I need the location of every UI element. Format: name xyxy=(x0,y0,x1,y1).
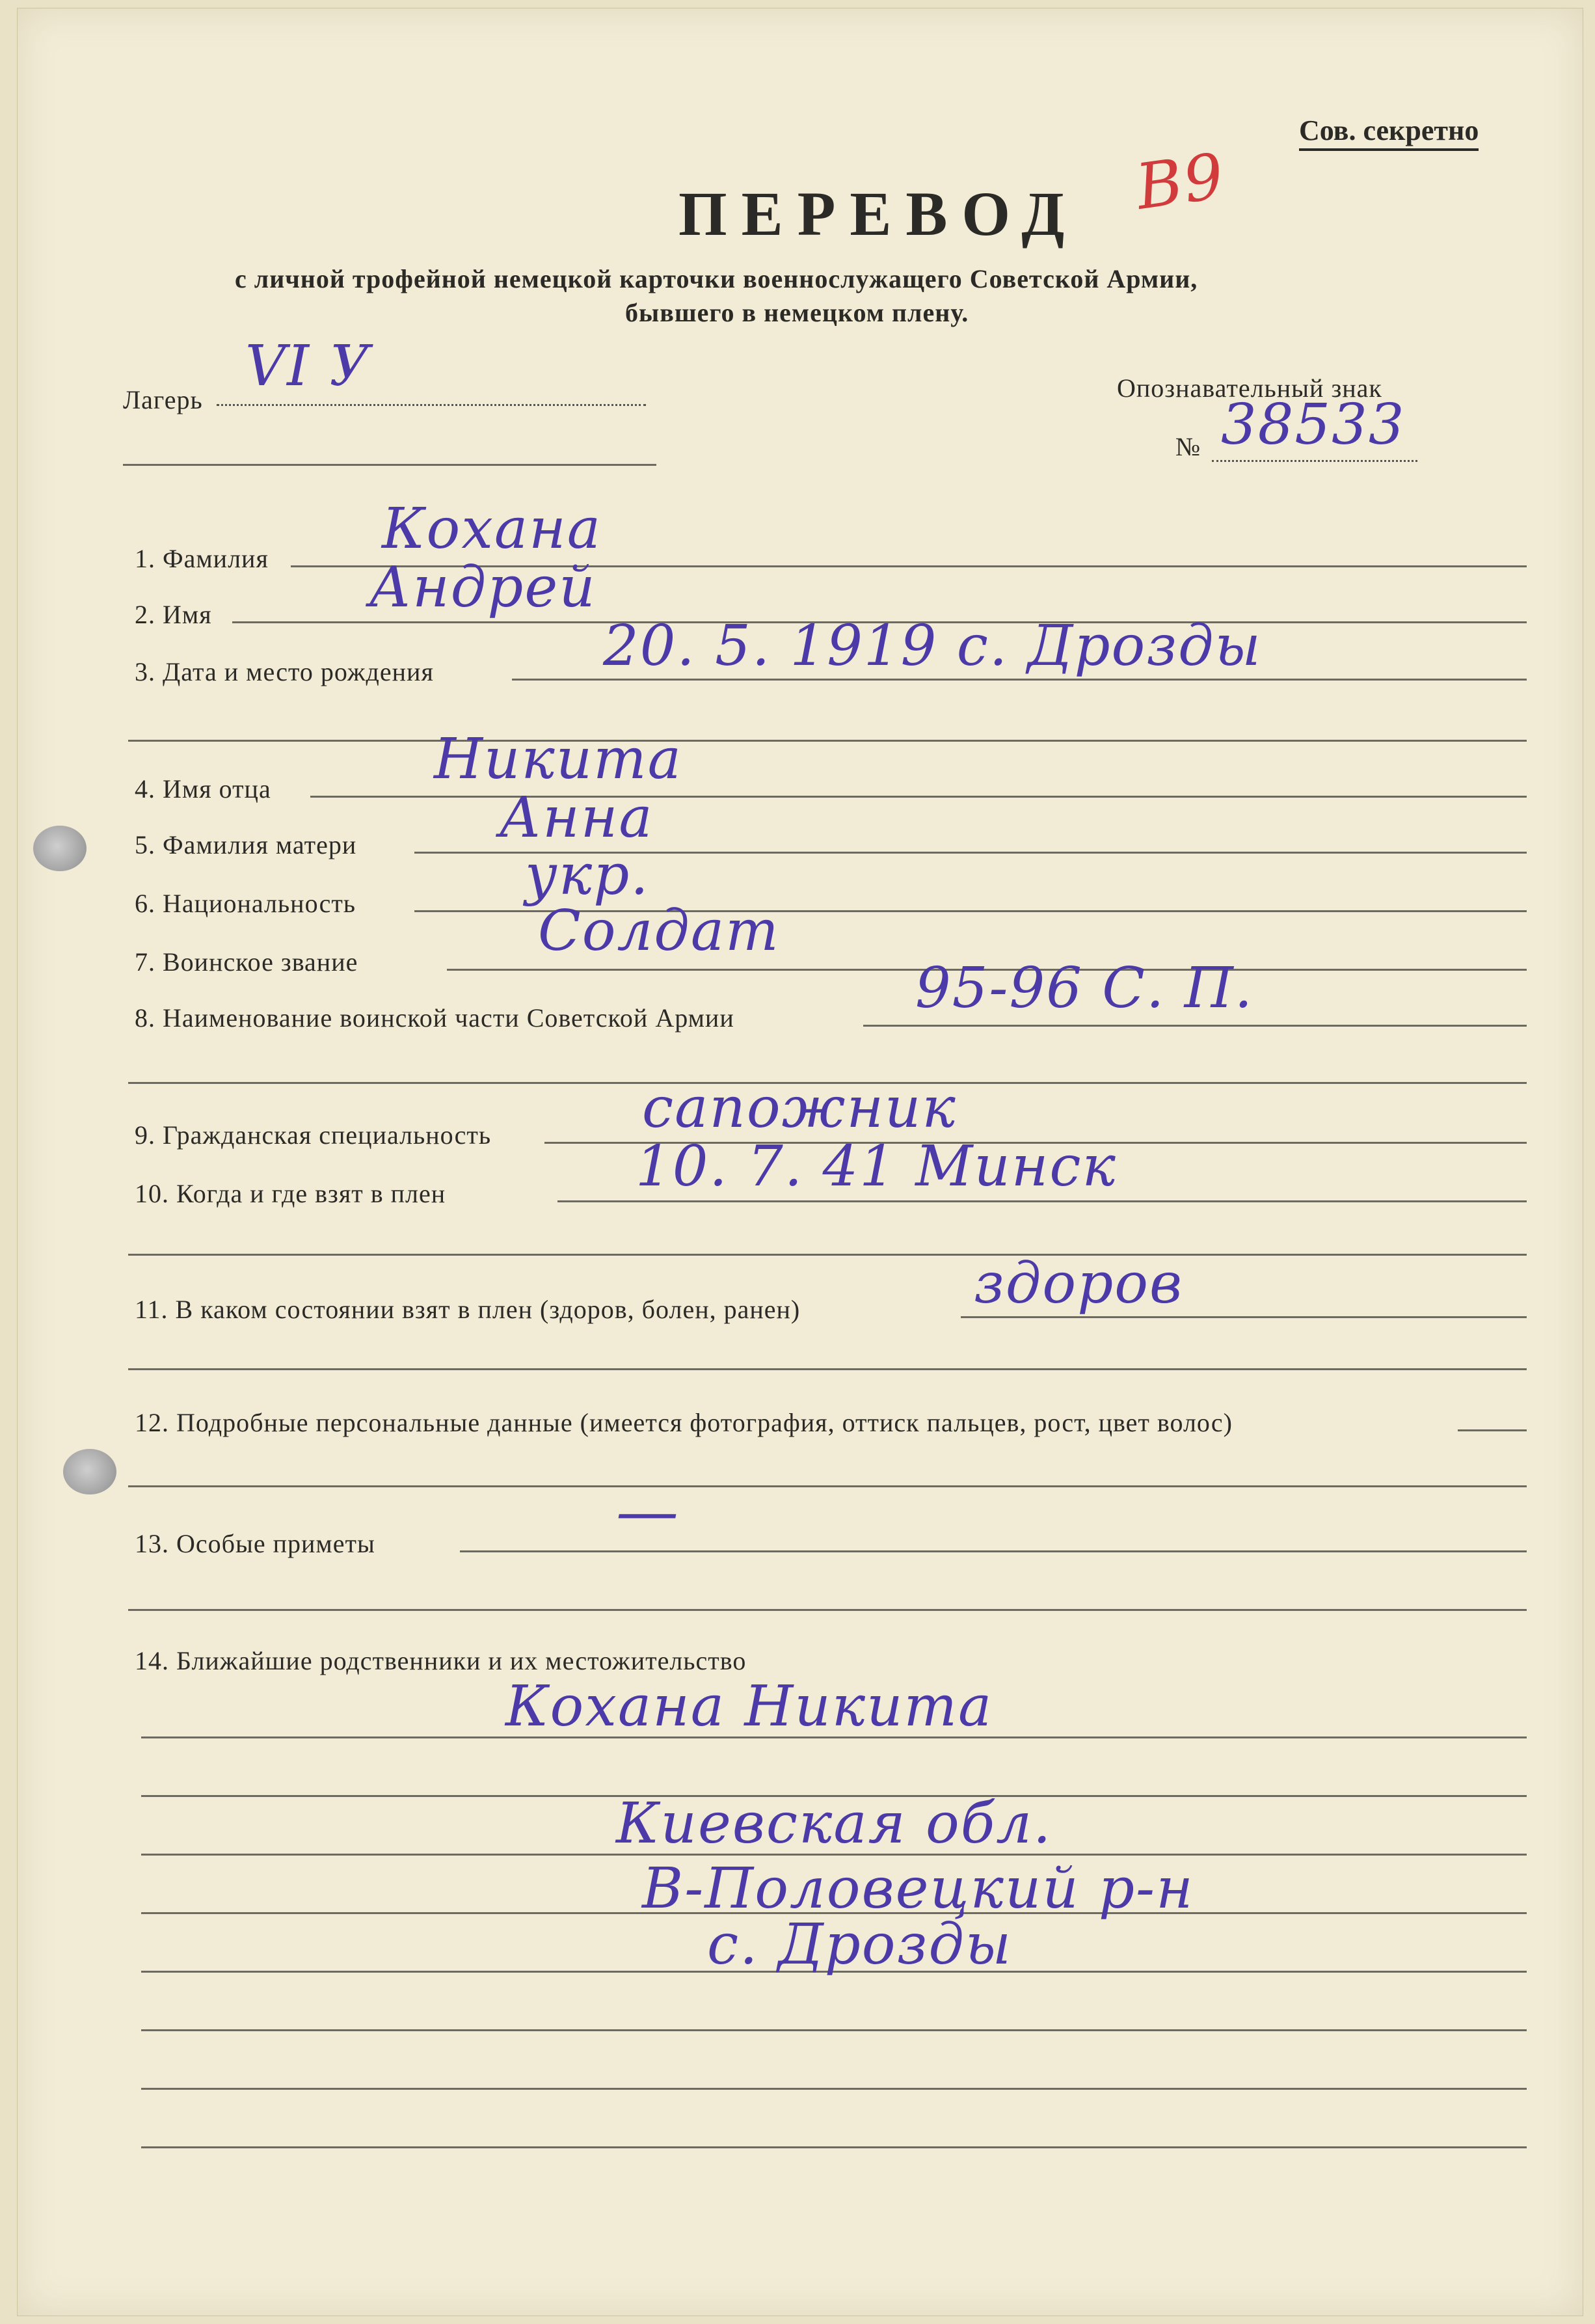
field-3-label: 3. Дата и место рождения xyxy=(135,657,434,686)
field-6-label: 6. Национальность xyxy=(135,889,356,918)
field-8-value: 95-96 С. П. xyxy=(915,956,1254,1021)
field-13-value: — xyxy=(616,1475,680,1548)
page-title: ПЕРЕВОД xyxy=(678,179,1079,249)
field-8-line xyxy=(863,1025,1527,1027)
field-14-value-line-4: с. Дрозды xyxy=(707,1912,1013,1977)
field-10-label: 10. Когда и где взят в плен xyxy=(135,1179,446,1208)
field-13-label: 13. Особые приметы xyxy=(135,1529,375,1558)
field-14-value-line-2: Киевская обл. xyxy=(616,1791,1052,1856)
field-11-value: здоров xyxy=(974,1251,1184,1316)
field-7-label: 7. Воинское звание xyxy=(135,947,358,977)
field-1-value: Кохана xyxy=(382,496,602,561)
field-14-label: 14. Ближайшие родственники и их местожительство xyxy=(135,1646,747,1675)
field-11-label: 11. В каком состоянии взят в плен (здоров, болен, ранен) xyxy=(135,1295,801,1324)
id-tag-label: Опознавательный знак xyxy=(1117,373,1382,403)
field-11-line xyxy=(961,1316,1527,1318)
field-14-value-line-3: В-Половецкий р-н xyxy=(642,1856,1194,1921)
field-3-extra-line xyxy=(128,740,1527,742)
field-5-label: 5. Фамилия матери xyxy=(135,830,357,859)
classification-mark: Сов. секретно xyxy=(1299,114,1479,151)
field-4-line xyxy=(310,796,1527,798)
field-8-label: 8. Наименование воинской части Советской Армии xyxy=(135,1003,734,1033)
field-14-value-line-1: Кохана Никита xyxy=(505,1674,993,1739)
field-7-value: Солдат xyxy=(538,899,780,964)
subtitle-line-2: бывшего в немецком плену. xyxy=(625,298,969,327)
field-12-line xyxy=(1458,1429,1527,1431)
field-10-line xyxy=(557,1200,1527,1202)
field-11-extra-line xyxy=(128,1368,1527,1370)
stamp-mark: В9 xyxy=(1131,139,1229,224)
camp-label: Лагерь xyxy=(123,385,203,414)
document-sheet xyxy=(17,8,1583,2316)
id-number-underline xyxy=(1212,460,1417,462)
punch-hole-bottom xyxy=(63,1449,116,1494)
field-4-value: Никита xyxy=(434,727,682,792)
field-10-extra-line xyxy=(128,1254,1527,1256)
field-2-label: 2. Имя xyxy=(135,600,212,629)
field-14-line-6 xyxy=(141,2029,1527,2031)
camp-value: VI У xyxy=(245,334,371,399)
subtitle-line-1: с личной трофейной немецкой карточки военнослужащего Советской Армии, xyxy=(235,264,1198,293)
field-3-line xyxy=(512,679,1527,681)
field-12-label: 12. Подробные персональные данные (имеется фотография, оттиск пальцев, рост, цвет волос) xyxy=(135,1408,1233,1437)
field-14-line-7 xyxy=(141,2088,1527,2090)
field-2-value: Андрей xyxy=(369,555,596,620)
field-1-label: 1. Фамилия xyxy=(135,544,269,573)
field-4-label: 4. Имя отца xyxy=(135,774,271,804)
id-number-value: 38533 xyxy=(1221,392,1406,457)
field-12-extra-line xyxy=(128,1485,1527,1487)
field-3-value: 20. 5. 1919 с. Дрозды xyxy=(603,614,1262,679)
camp-underline xyxy=(217,404,646,406)
field-9-value: сапожник xyxy=(642,1075,957,1141)
id-number-sign: № xyxy=(1175,432,1201,461)
field-10-value: 10. 7. 41 Минск xyxy=(636,1134,1117,1199)
camp-extra-line xyxy=(123,464,656,466)
field-5-value: Анна xyxy=(499,785,654,850)
punch-hole-top xyxy=(33,826,87,871)
field-14-line-8 xyxy=(141,2146,1527,2148)
field-13-line xyxy=(460,1550,1527,1552)
field-13-extra-line xyxy=(128,1609,1527,1611)
field-9-label: 9. Гражданская специальность xyxy=(135,1120,492,1150)
field-6-value: укр. xyxy=(525,843,650,908)
